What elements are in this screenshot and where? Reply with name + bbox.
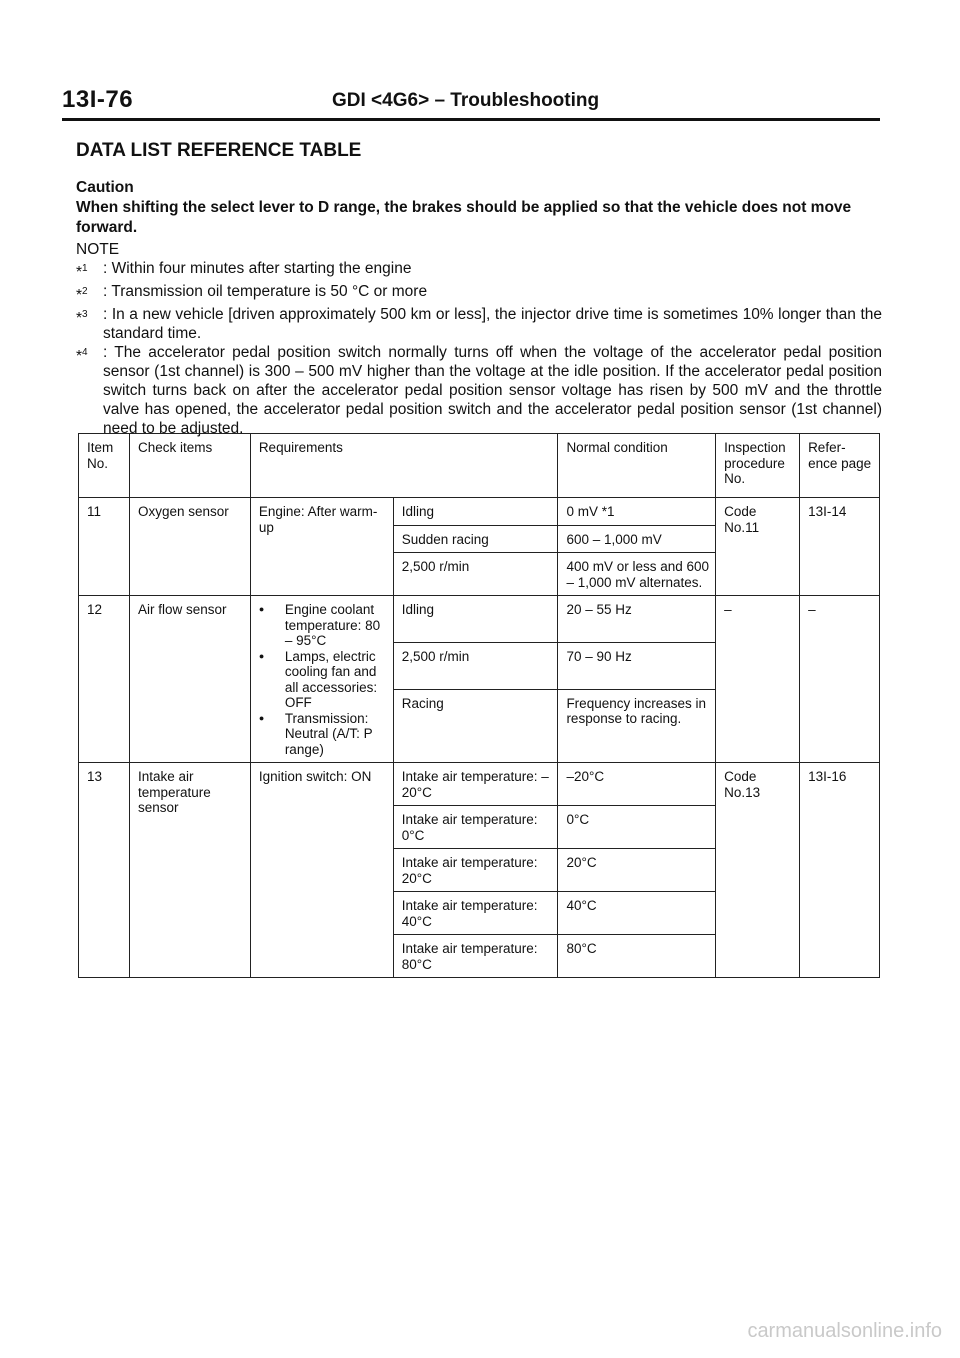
condition: 2,500 r/min (393, 553, 558, 596)
note-block (76, 240, 882, 438)
normal-condition: Frequency increases in response to racing. (558, 689, 716, 762)
requirement: Ignition switch: ON (250, 763, 393, 978)
inspection-procedure: Code No.11 (716, 498, 800, 596)
normal-condition: 70 – 90 Hz (558, 642, 716, 689)
document-heading: DATA LIST REFERENCE TABLE (76, 140, 362, 161)
note-text: : Within four minutes after starting the engine (103, 260, 412, 277)
reference-page: 13I-16 (800, 763, 880, 978)
normal-condition: 0 mV *1 (558, 498, 716, 526)
condition: Idling (393, 596, 558, 643)
note-item (76, 259, 882, 282)
normal-condition: 80°C (558, 935, 716, 978)
header-requirements: Requirements (250, 434, 558, 498)
note-item (76, 282, 882, 305)
requirement (250, 596, 393, 763)
item-no: 13 (79, 763, 130, 978)
reference-page: 13I-14 (800, 498, 880, 596)
caution-text: When shifting the select lever to D range, the brakes should be applied so that the vehicle does not move forward. (76, 199, 852, 236)
requirement-bullet: ● Lamps, electric cooling fan and all accessories: OFF (259, 649, 388, 711)
note-text: : Transmission oil temperature is 50 °C or more (103, 283, 428, 301)
normal-condition: 20 – 55 Hz (558, 596, 716, 643)
normal-condition: –20°C (558, 763, 716, 806)
condition: Idling (393, 498, 558, 526)
header-normal-condition: Normal condition (558, 434, 716, 498)
normal-condition: 20°C (558, 849, 716, 892)
header-reference-page: Refer- ence page (800, 434, 880, 498)
note-text: : In a new vehicle [driven approximately 500 km or less], the injector drive time is sometimes 10% longer than the standard time. (103, 306, 882, 343)
requirement: Engine: After warm-up (250, 498, 393, 596)
caution-title: Caution (76, 179, 134, 196)
item-no: 12 (79, 596, 130, 763)
condition: Intake air temperature: 20°C (393, 849, 558, 892)
normal-condition: 40°C (558, 892, 716, 935)
note-text: : The accelerator pedal position switch normally turns off when the voltage of the accelerator pedal position sensor (1st channel) is 300 – 500 mV higher than the voltage at the idle position. If the accelerator pedal position switch turns back on after the accelerator pedal position sensor voltage has risen by 500 mV and the throttle valve has opened, the accelerator pedal position switch and the accelerator pedal position sensor (1st channel) need to be adjusted. (103, 344, 882, 438)
table-row (79, 763, 880, 806)
normal-condition: 400 mV or less and 600 – 1,000 mV alternates. (558, 553, 716, 596)
note-marker: *$^1$ (76, 263, 88, 282)
condition: Sudden racing (393, 525, 558, 553)
page-header (62, 86, 880, 116)
reference-page: – (800, 596, 880, 763)
requirement-bullet: ● Engine coolant temperature: 80 – 95°C (259, 602, 388, 649)
condition: Intake air temperature: 0°C (393, 806, 558, 849)
condition: Racing (393, 689, 558, 762)
note-marker: *$^4$ (76, 347, 88, 366)
condition: 2,500 r/min (393, 642, 558, 689)
header-check-items: Check items (129, 434, 250, 498)
inspection-procedure: Code No.13 (716, 763, 800, 978)
check-item: Intake air temperature sensor (129, 763, 250, 978)
condition: Intake air temperature: –20°C (393, 763, 558, 806)
item-no: 11 (79, 498, 130, 596)
requirement-list (259, 602, 388, 757)
note-item (76, 305, 882, 343)
section-title: GDI <4G6> – Troubleshooting (332, 90, 600, 111)
table-row (79, 596, 880, 643)
caution-block (76, 178, 882, 238)
note-marker: *$^2$ (76, 286, 88, 305)
check-item: Oxygen sensor (129, 498, 250, 596)
normal-condition: 600 – 1,000 mV (558, 525, 716, 553)
header-rule (62, 118, 880, 121)
requirement-bullet: ● Transmission: Neutral (A/T: P range) (259, 711, 388, 758)
watermark-footer: carmanualsonline.info (747, 1320, 942, 1342)
page-number: 13I-76 (62, 86, 134, 113)
check-item: Air flow sensor (129, 596, 250, 763)
data-list-table (78, 433, 880, 978)
note-title: NOTE (76, 241, 120, 258)
note-item (76, 343, 882, 438)
normal-condition: 0°C (558, 806, 716, 849)
header-item-no: Item No. (79, 434, 130, 498)
header-inspection-procedure: Inspection procedure No. (716, 434, 800, 498)
note-marker: *$^3$ (76, 309, 88, 328)
condition: Intake air temperature: 80°C (393, 935, 558, 978)
condition: Intake air temperature: 40°C (393, 892, 558, 935)
table-row (79, 498, 880, 526)
table-header-row (79, 434, 880, 498)
inspection-procedure: – (716, 596, 800, 763)
